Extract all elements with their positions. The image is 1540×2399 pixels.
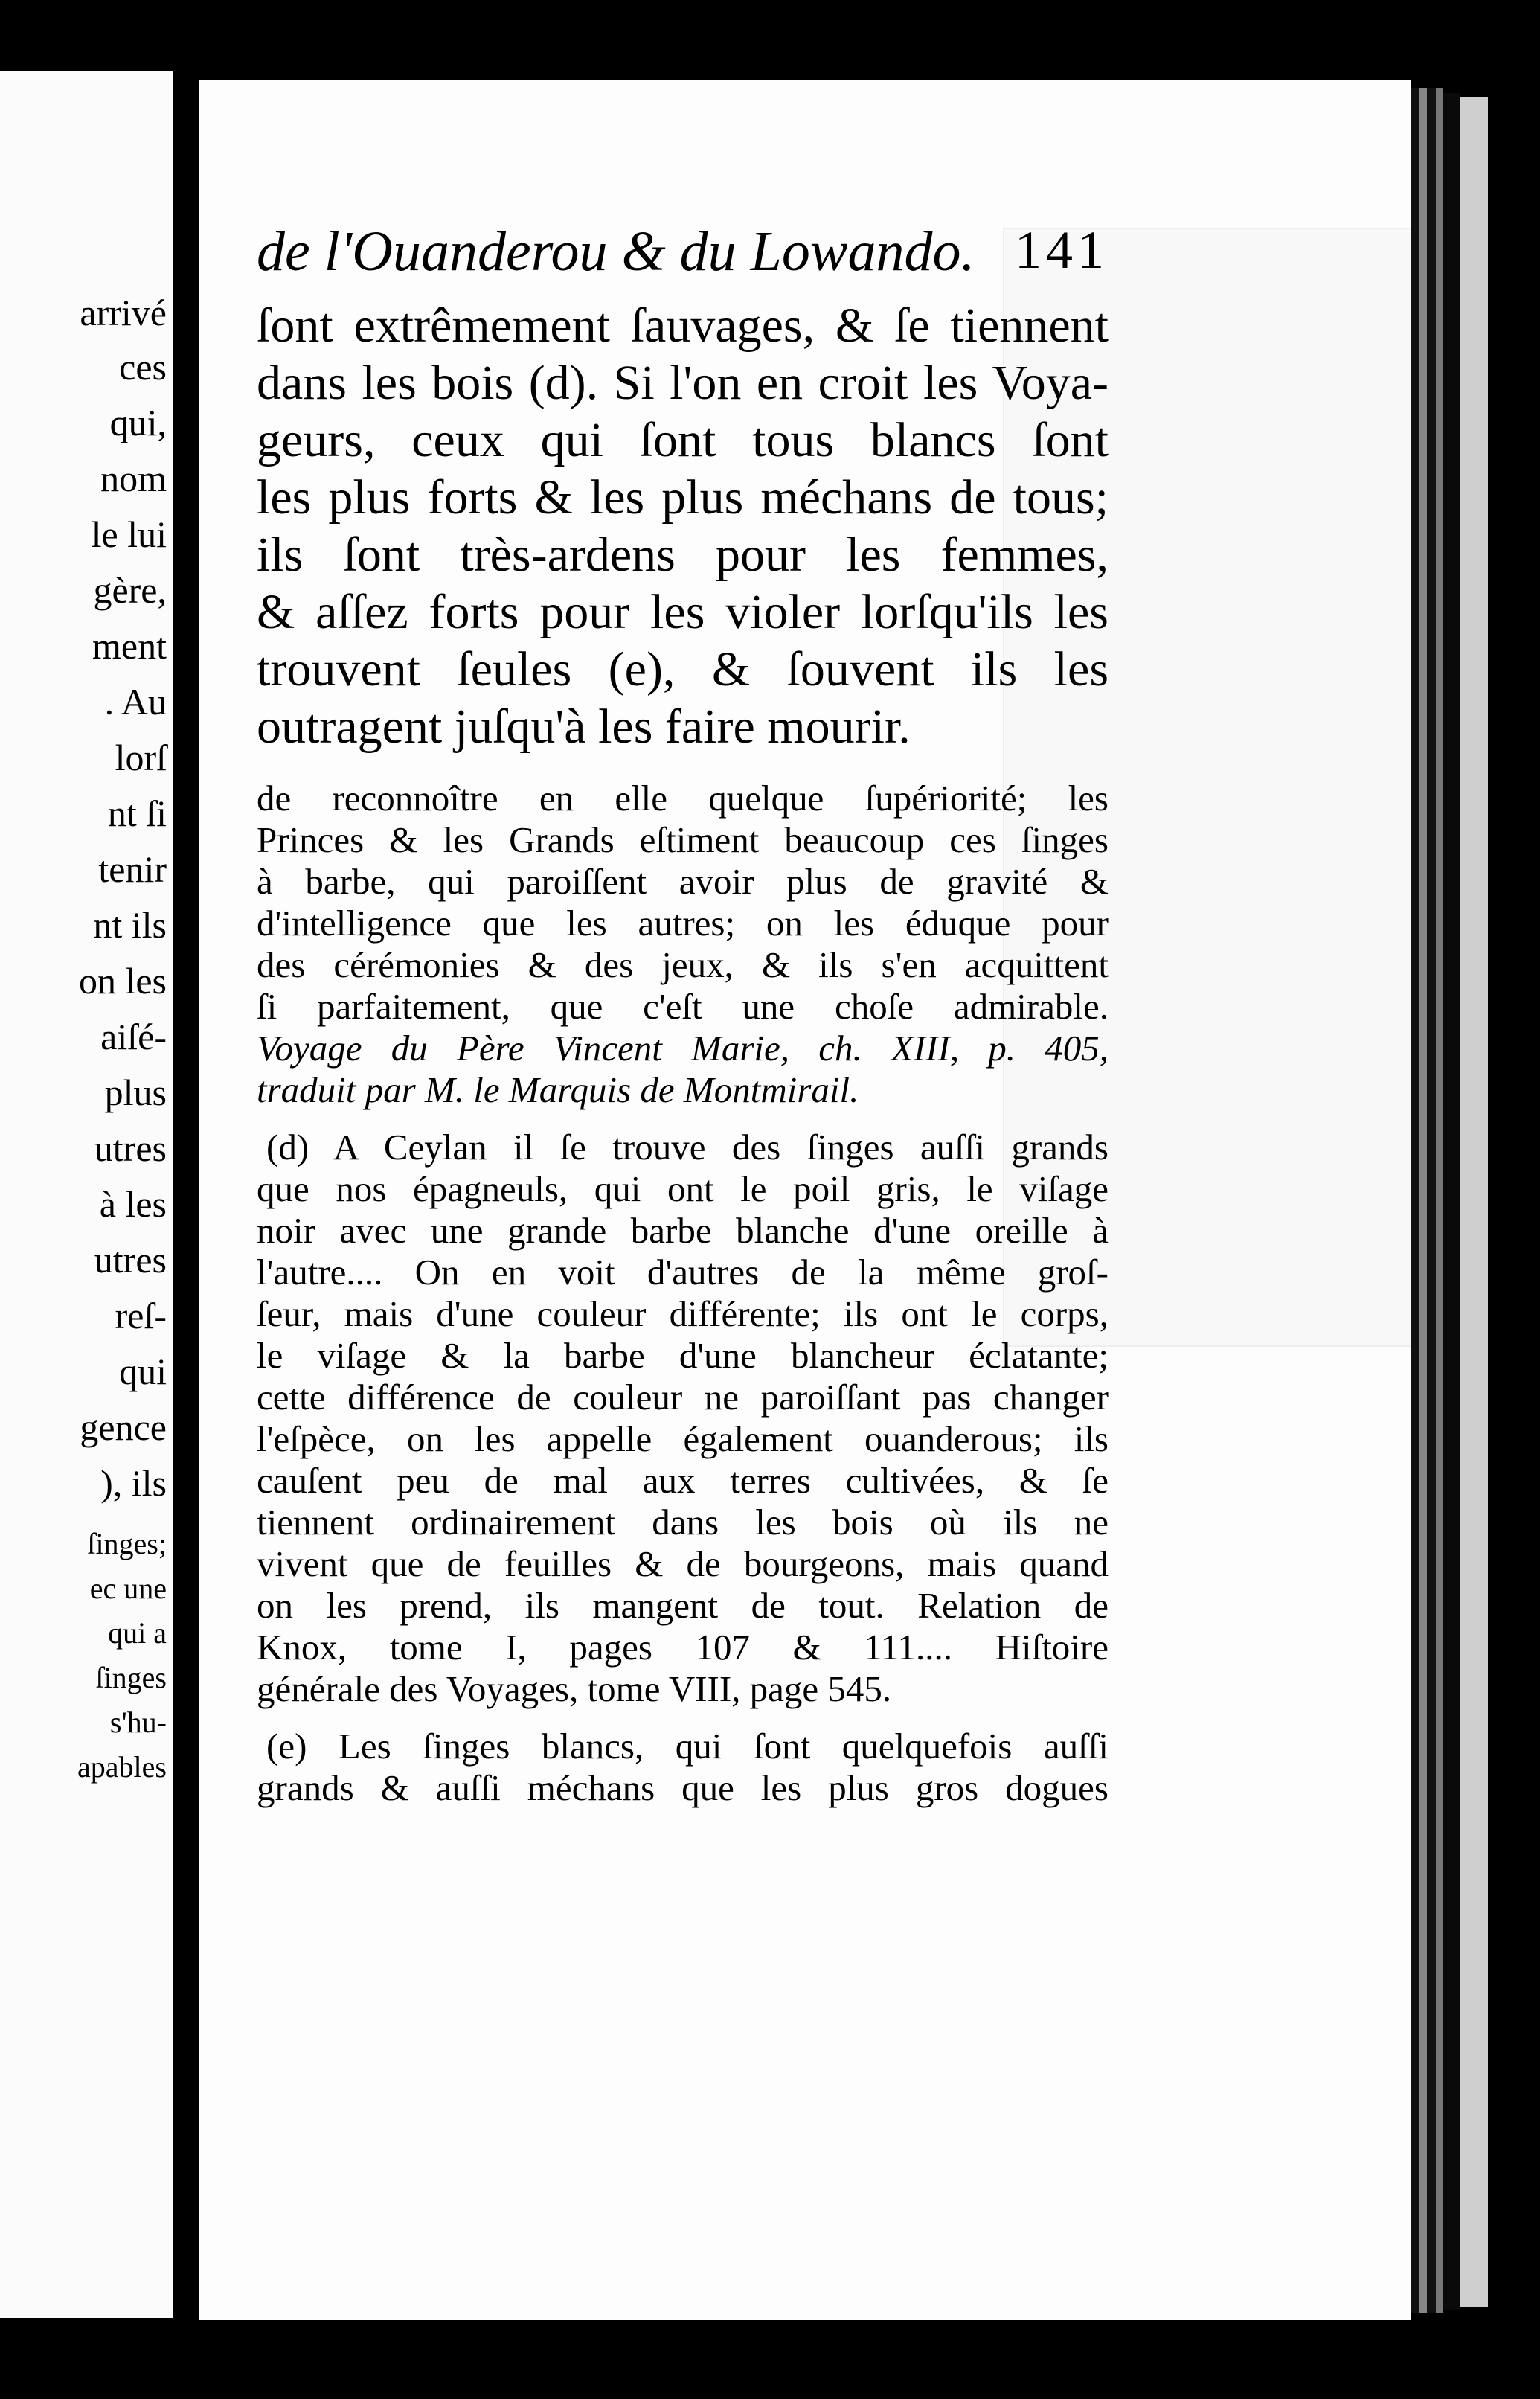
page-edge [1419, 88, 1427, 2313]
previous-page-fragment [0, 71, 173, 2318]
page-edge [1427, 88, 1436, 2313]
left-page-line: on les [78, 960, 167, 1002]
left-page-line: ſinges; [87, 1527, 167, 1560]
page-edge [1436, 88, 1443, 2313]
left-page-line: qui, [109, 402, 167, 443]
footnote-line: Princes & les Grands eſtiment beaucoup ces ſinges [257, 819, 1109, 860]
book-gutter [173, 0, 199, 2399]
footnote-d-line: Knox, tome I, pages 107 & 111.... Hiſtoire [257, 1627, 1109, 1668]
left-page-line: nom [100, 458, 167, 499]
body-line: ils ſont très-ardens pour les femmes, [257, 528, 1109, 582]
footnote-line: de reconnoître en elle quelque ſupériorité; les [257, 778, 1109, 819]
page-edge [1411, 88, 1419, 2313]
left-page-line: reſ- [115, 1295, 167, 1336]
footnote-d-line: générale des Voyages, tome VIII, page 545. [257, 1668, 892, 1709]
footnote-citation-line: traduit par M. le Marquis de Montmirail. [257, 1069, 859, 1110]
footnote-d-line: noir avec une grande barbe blanche d'une oreille à [257, 1210, 1109, 1251]
footnote-d-line: on les prend, ils mangent de tout. Relation de [257, 1585, 1109, 1626]
running-head-title: de l'Ouanderou & du Lowando. [257, 220, 975, 283]
left-page-line: ), ils [100, 1462, 167, 1504]
left-page-line: tenir [98, 848, 167, 890]
footnote-line: d'intelligence que les autres; on les éduque pour [257, 903, 1109, 944]
body-line: outragent juſqu'à les faire mourir. [257, 699, 911, 754]
left-page-line: apables [77, 1750, 167, 1784]
left-page-line: ſinges [95, 1661, 167, 1694]
footnote-d-line: que nos épagneuls, qui ont le poil gris, le viſage [257, 1168, 1109, 1209]
footnote-d-line: cette différence de couleur ne paroiſſant pas changer [257, 1377, 1109, 1418]
footnote-line: des cérémonies & des jeux, & ils s'en acquittent [257, 944, 1109, 985]
left-page-line: utres [94, 1239, 167, 1281]
left-page-line: aiſé- [100, 1016, 167, 1057]
body-line: trouvent ſeules (e), & ſouvent ils les [257, 642, 1109, 696]
footnote-d-line: cauſent peu de mal aux terres cultivées, & ſe [257, 1460, 1109, 1501]
footnote-citation-line: Voyage du Père Vincent Marie, ch. XIII, p. 405, [257, 1028, 1109, 1069]
left-page-line: lorſ [115, 737, 167, 778]
left-page-line: qui [119, 1351, 167, 1392]
left-page-line: le lui [91, 513, 167, 555]
body-line: geurs, ceux qui ſont tous blancs ſont [257, 413, 1109, 467]
footnote-line: ſi parfaitement, que c'eſt une choſe admirable. [257, 986, 1109, 1027]
footnote-d-line: ſeur, mais d'une couleur différente; ils ont le corps, [257, 1293, 1109, 1334]
left-page-line: arrivé [80, 292, 167, 333]
left-page-line: gère, [93, 569, 167, 611]
footnote-d-line: l'eſpèce, on les appelle également ouanderous; ils [257, 1418, 1109, 1459]
footnote-e-line: (e) Les ſinges blancs, qui ſont quelquefois auſſi [266, 1726, 1109, 1767]
left-page-line: qui a [108, 1616, 167, 1650]
footnote-d-line: le viſage & la barbe d'une blancheur éclatante; [257, 1335, 1109, 1376]
footnote-d-line: l'autre.... On en voit d'autres de la même groſ- [257, 1252, 1109, 1293]
left-page-line: utres [94, 1127, 167, 1169]
left-page-line: ces [119, 346, 167, 388]
footnote-d-line: tiennent ordinairement dans les bois où ils ne [257, 1502, 1109, 1543]
left-page-line: gence [80, 1406, 167, 1448]
body-line: dans les bois (d). Si l'on en croit les Voya- [257, 356, 1109, 410]
footnote-e-line: grands & auſſi méchans que les plus gros dogues [257, 1767, 1109, 1808]
left-page-line: ec une [89, 1572, 167, 1605]
running-head [257, 220, 1109, 283]
footnote-line: à barbe, qui paroiſſent avoir plus de gravité & [257, 861, 1109, 902]
footnote-d-line: vivent que de feuilles & de bourgeons, mais quand [257, 1543, 1109, 1584]
left-page-line: nt ils [93, 904, 167, 946]
body-line: les plus forts & les plus méchans de tous; [257, 470, 1109, 525]
footnote-d-line: (d) A Ceylan il ſe trouve des ſinges auſſi grands [266, 1127, 1109, 1168]
left-page-line: s'hu- [109, 1705, 167, 1739]
left-page-line: à les [99, 1183, 167, 1225]
left-page-line: plus [104, 1072, 167, 1113]
body-line: & aſſez forts pour les violer lorſqu'ils les [257, 585, 1109, 639]
page-edge [1443, 93, 1460, 2310]
left-page-line: . Au [104, 681, 167, 723]
page-number: 141 [1015, 220, 1109, 280]
left-page-line: ment [92, 625, 167, 667]
left-page-line: nt ſi [107, 792, 167, 834]
page-edge [1460, 97, 1488, 2307]
body-line: ſont extrêmement ſauvages, & ſe tiennent [257, 298, 1109, 353]
